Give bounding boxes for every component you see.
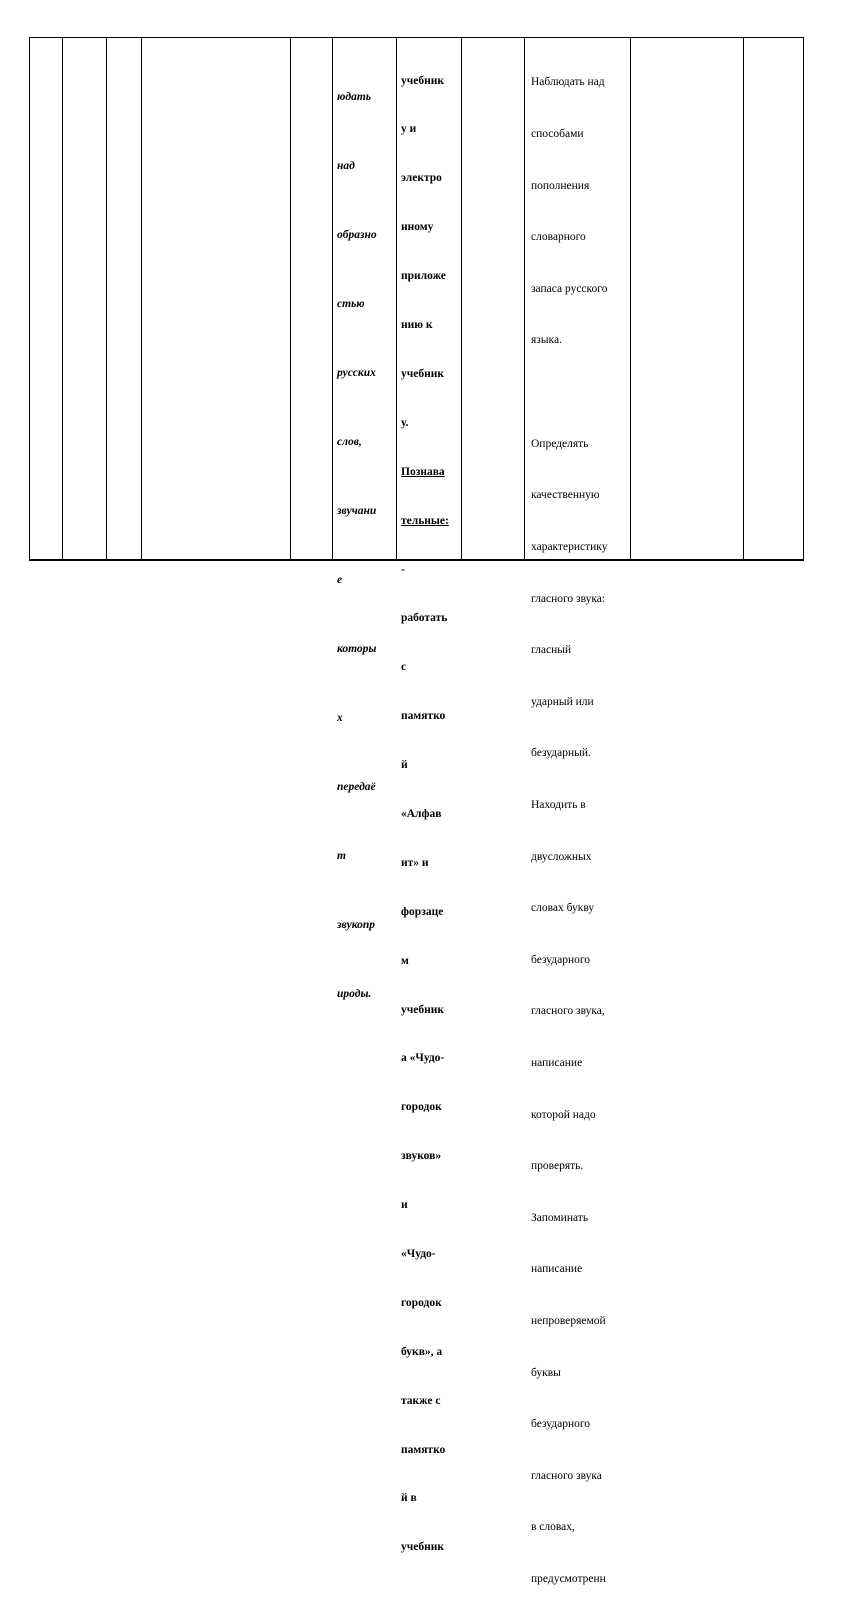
text-line: гласного звука: (531, 592, 606, 605)
text-line: у и (401, 123, 417, 136)
text-line: двусложных (531, 850, 592, 863)
text-line: непроверяемой (531, 1315, 606, 1328)
text-line: памятко (401, 1443, 446, 1456)
text-line: а «Чудо- (401, 1052, 445, 1065)
table-column-divider (461, 37, 462, 560)
text-line: й (401, 759, 408, 772)
table-column-divider (524, 37, 525, 560)
text-line: буквы (531, 1366, 561, 1379)
table-column-divider (290, 37, 291, 560)
text-line: городок (401, 1101, 442, 1114)
text-line: которой надо (531, 1108, 596, 1121)
text-line: ироды. (337, 988, 372, 1000)
table-column-divider (62, 37, 63, 560)
text-line: у. (401, 416, 409, 429)
text-line: словарного (531, 231, 586, 244)
text-line: ит» и (401, 856, 429, 869)
cell-uud-text (401, 40, 459, 1554)
text-line: также с (401, 1394, 441, 1407)
text-line: звуков» (401, 1150, 442, 1163)
text-line: Находить в (531, 798, 586, 811)
text-line: «Алфав (401, 807, 442, 820)
text-line: гласного звука, (531, 1005, 605, 1018)
text-line: безударного (531, 1418, 591, 1431)
text-line: ударный или (531, 695, 594, 708)
text-line: учебник (401, 1003, 444, 1016)
table-column-divider (396, 37, 397, 560)
text-line: гласный (531, 644, 572, 657)
text-line: электро (401, 172, 442, 185)
text-line: звучани (337, 505, 377, 517)
text-line: х (337, 712, 343, 724)
heading-cognitive-line: Познава (401, 465, 445, 478)
table-column-divider (743, 37, 744, 560)
text-line: гласного звука (531, 1469, 602, 1482)
text-line: приложе (401, 270, 446, 283)
table-column-divider (332, 37, 333, 560)
text-line: проверять. (531, 1160, 584, 1173)
text-line: слов, (337, 436, 362, 448)
text-line: безударный. (531, 747, 591, 760)
text-line: й в (401, 1492, 417, 1505)
text-line: м (401, 954, 409, 967)
text-line: е (337, 574, 343, 586)
text-line: - (401, 563, 405, 576)
text-line: которы (337, 643, 377, 655)
text-line: в словах, (531, 1521, 575, 1534)
text-line: над (337, 160, 355, 172)
text-line: словах букву (531, 902, 595, 915)
text-line: способами (531, 128, 584, 141)
table-column-divider (141, 37, 142, 560)
text-line: образно (337, 229, 377, 241)
text-line: безударного (531, 953, 591, 966)
text-line: памятко (401, 710, 446, 723)
text-line: юдать (337, 91, 372, 103)
text-line: работать (401, 612, 448, 625)
text-line: нию к (401, 319, 433, 332)
heading-cognitive-line: тельные: (401, 514, 449, 527)
text-line: и (401, 1199, 408, 1212)
text-line: предусмотренн (531, 1573, 606, 1586)
text-line: Запоминать (531, 1211, 589, 1224)
text-line: Определять (531, 437, 589, 450)
text-line: передаё (337, 781, 376, 793)
text-line: т (337, 850, 346, 862)
text-line: запаса русского (531, 282, 608, 295)
text-line: городок (401, 1296, 442, 1309)
text-line: учебник (401, 1541, 444, 1554)
text-line: языка. (531, 334, 562, 347)
cell-subject-text (337, 40, 387, 1052)
text-line: написание (531, 1263, 583, 1276)
text-line: качественную (531, 489, 600, 502)
text-line: «Чудо- (401, 1247, 436, 1260)
text-line: стью (337, 298, 365, 310)
text-line: форзаце (401, 905, 444, 918)
text-line: Наблюдать над (531, 76, 605, 89)
text-line: учебник (401, 74, 444, 87)
text-line: букв», а (401, 1345, 443, 1358)
text-line: учебник (401, 367, 444, 380)
text-line: русских (337, 367, 376, 379)
table-column-divider (106, 37, 107, 560)
text-line (531, 384, 631, 401)
text-line: пополнения (531, 179, 590, 192)
text-line: звукопр (337, 919, 376, 931)
text-line: характеристику (531, 540, 608, 553)
text-line: с (401, 661, 407, 674)
text-line: нному (401, 221, 434, 234)
cell-activity-text (531, 40, 631, 1586)
text-line: написание (531, 1056, 583, 1069)
